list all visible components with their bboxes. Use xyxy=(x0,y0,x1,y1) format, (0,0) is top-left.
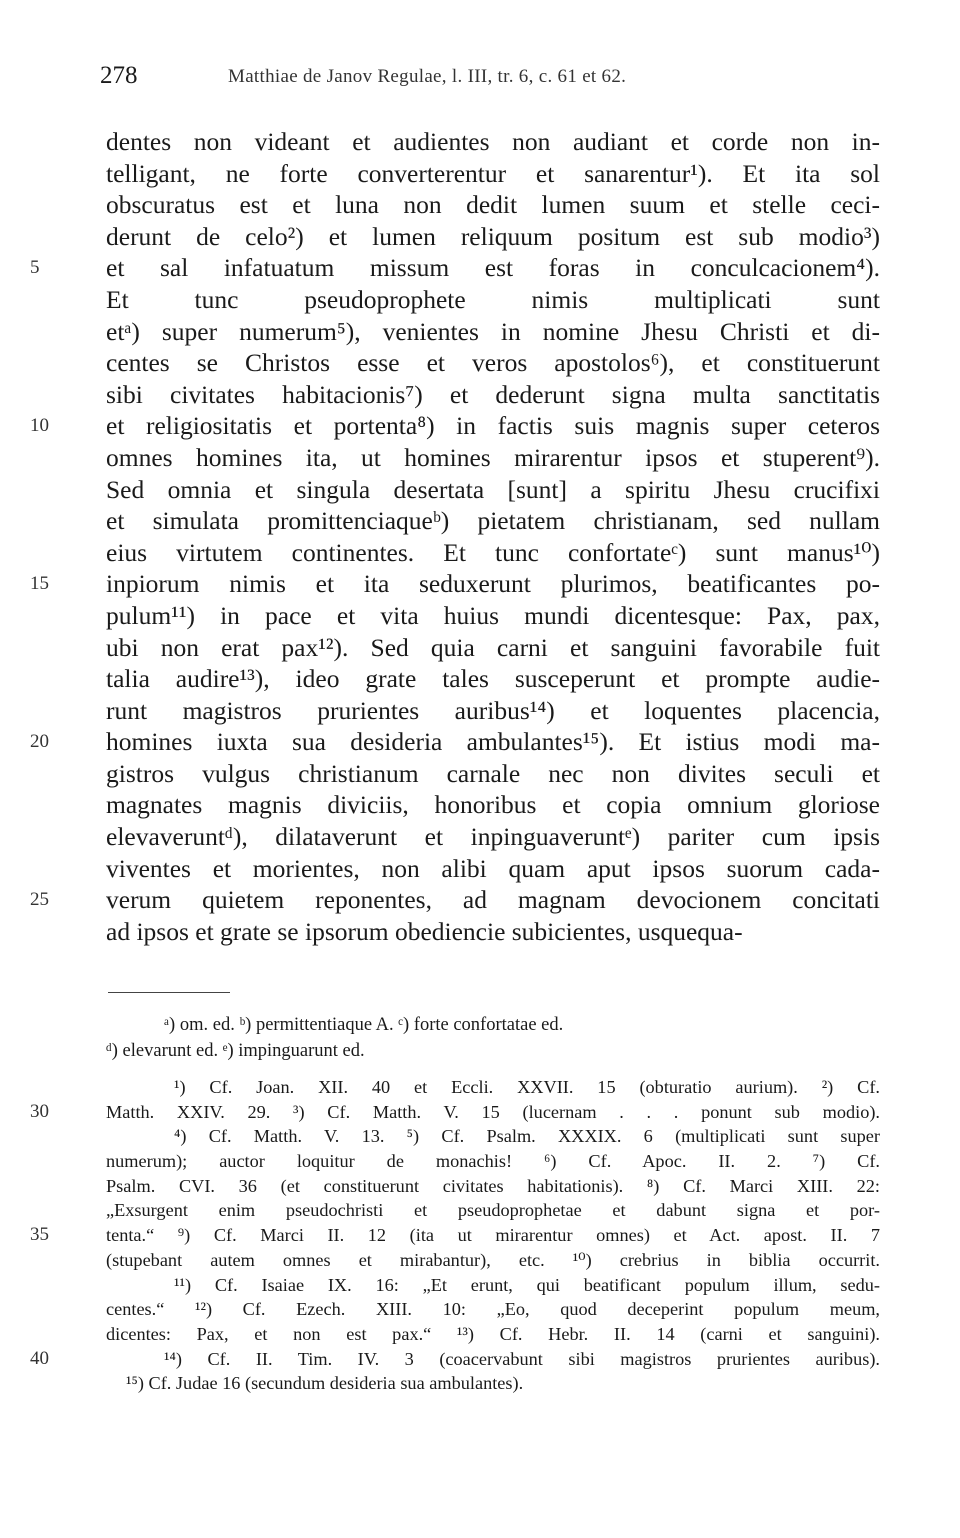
source-notes xyxy=(30,1075,880,1396)
text-line xyxy=(106,442,880,474)
text-line xyxy=(30,884,880,916)
text-line xyxy=(106,789,880,821)
text-line xyxy=(106,663,880,695)
text-line xyxy=(106,316,880,348)
line-text: talia audire¹³), ideo grate tales susceperunt et prompte audie- xyxy=(106,664,880,694)
note-line xyxy=(106,1198,880,1223)
line-text: runt magistros prurientes auribus¹⁴) et loquentes placencia, xyxy=(106,695,880,725)
line-number: 20 xyxy=(30,731,49,753)
note-line xyxy=(106,1248,880,1273)
line-number: 30 xyxy=(30,1100,49,1122)
critical-apparatus xyxy=(106,1012,880,1064)
line-text: „Exsurgent enim pseudochristi et pseudoprophetae et dabunt signa et por- xyxy=(106,1200,880,1221)
line-text: elevaveruntᵈ), dilataverunt et inpinguaveruntᵉ) pariter cum ipsis xyxy=(106,822,880,852)
text-line xyxy=(106,695,880,727)
note-line xyxy=(106,1075,880,1100)
line-text: ubi non erat pax¹²). Sed quia carni et sanguini favorabile fuit xyxy=(106,632,880,662)
note-line xyxy=(106,1371,880,1396)
page-header xyxy=(100,62,900,98)
line-text: Et tunc pseudoprophete nimis multiplicati sunt xyxy=(106,284,880,314)
text-line xyxy=(106,189,880,221)
line-text: ¹) Cf. Joan. XII. 40 et Eccli. XXVII. 15 (obturatio aurium). ²) Cf. xyxy=(174,1077,880,1097)
line-text: et sal infatuatum missum est foras in conculcacionem⁴). xyxy=(106,253,880,283)
main-text-body xyxy=(30,126,880,947)
note-line xyxy=(30,1100,880,1125)
text-line xyxy=(106,347,880,379)
line-text: etᵃ) super numerum⁵), venientes in nomine Jhesu Christi et di- xyxy=(106,316,880,346)
line-text: et simulata promittenciaqueᵇ) pietatem christianam, sed nullam xyxy=(106,506,880,536)
footnote-separator-rule xyxy=(108,992,230,993)
text-line xyxy=(106,758,880,790)
line-number: 5 xyxy=(30,257,40,279)
line-text: derunt de celo²) et lumen reliquum positum est sub modio³) xyxy=(106,221,880,251)
text-line xyxy=(30,410,880,442)
note-line xyxy=(106,1297,880,1322)
line-text: gistros vulgus christianum carnale nec non divites seculi et xyxy=(106,758,880,788)
apparatus-line: ᵃ) om. ed. ᵇ) permittentiaque A. ᶜ) forte confortatae ed. xyxy=(164,1015,564,1035)
text-line xyxy=(106,537,880,569)
line-number: 35 xyxy=(30,1224,49,1246)
line-text: obscuratus est et luna non dedit lumen suum et stelle ceci- xyxy=(106,190,880,220)
text-line xyxy=(30,568,880,600)
line-text: Sed omnia et singula desertata [sunt] a spiritu Jhesu crucifixi xyxy=(106,474,880,504)
text-line xyxy=(106,474,880,506)
note-line xyxy=(106,1124,880,1149)
note-line xyxy=(106,1149,880,1174)
line-text: sibi civitates habitacionis⁷) et dederunt signa multa sanctitatis xyxy=(106,379,880,409)
line-text: inpiorum nimis et ita seduxerunt plurimos, beatificantes po- xyxy=(106,569,880,599)
line-text: numerum); auctor loquitur de monachis! ⁶) Cf. Apoc. II. 2. ⁷) Cf. xyxy=(106,1151,880,1172)
line-text: centes.“ ¹²) Cf. Ezech. XIII. 10: „Eo, quod deceperint populum meum, xyxy=(106,1299,880,1320)
line-text: homines iuxta sua desideria ambulantes¹⁵). Et istius modi ma- xyxy=(106,727,880,757)
line-text: Matth. XXIV. 29. ³) Cf. Matth. V. 15 (lucernam . . . ponunt sub modio). xyxy=(106,1101,880,1122)
line-text: ¹⁵) Cf. Judae 16 (secundum desideria sua ambulantes). xyxy=(126,1373,524,1394)
line-text: centes se Christos esse et veros apostolos⁶), et constituerunt xyxy=(106,348,880,378)
line-text: dentes non videant et audientes non audiant et corde non in- xyxy=(106,127,880,156)
text-line xyxy=(106,853,880,885)
text-line xyxy=(106,821,880,853)
note-line xyxy=(106,1273,880,1298)
text-line xyxy=(30,252,880,284)
line-number: 15 xyxy=(30,573,49,595)
line-number: 40 xyxy=(30,1347,49,1369)
line-text: tenta.“ ⁹) Cf. Marci II. 12 (ita ut mirarentur omnes) et Act. apost. II. 7 xyxy=(106,1225,880,1246)
line-text: ¹¹) Cf. Isaiae IX. 16: „Et erunt, qui beatificant populum illum, sedu- xyxy=(174,1274,880,1295)
text-line xyxy=(106,221,880,253)
line-text: dicentes: Pax, et non est pax.“ ¹³) Cf. Hebr. II. 14 (carni et sanguini). xyxy=(106,1323,880,1344)
line-text: et religiositatis et portenta⁸) in factis suis magnis super ceteros xyxy=(106,411,880,441)
line-text: Psalm. CVI. 36 (et constituerunt civitates habitationis). ⁸) Cf. Marci XIII. 22: xyxy=(106,1175,880,1196)
page-number: 278 xyxy=(100,62,138,89)
text-line xyxy=(106,158,880,190)
text-line xyxy=(106,379,880,411)
text-line xyxy=(106,600,880,632)
line-text: telligant, ne forte converterentur et sanarentur¹). Et ita sol xyxy=(106,158,880,188)
line-text: omnes homines ita, ut homines mirarentur ipsos et stuperent⁹). xyxy=(106,442,880,472)
running-head: Matthiae de Janov Regulae, l. III, tr. 6, c. 61 et 62. xyxy=(228,66,627,87)
line-text: magnates magnis diviciis, honoribus et copia omnium gloriose xyxy=(106,790,880,820)
line-number: 10 xyxy=(30,415,49,437)
text-line xyxy=(106,505,880,537)
note-line xyxy=(30,1347,880,1372)
text-line xyxy=(30,726,880,758)
apparatus-line: ᵈ) elevarunt ed. ᵉ) impinguarunt ed. xyxy=(106,1041,365,1061)
text-line xyxy=(106,916,880,948)
line-text: ¹⁴) Cf. II. Tim. IV. 3 (coacervabunt sibi magistros prurientes auribus). xyxy=(164,1348,880,1369)
note-line xyxy=(106,1174,880,1199)
line-number: 25 xyxy=(30,889,49,911)
text-line xyxy=(106,126,880,158)
note-line xyxy=(30,1223,880,1248)
line-text: viventes et morientes, non alibi quam aput ipsos suorum cada- xyxy=(106,853,880,883)
line-text: verum quietem reponentes, ad magnam devocionem concitati xyxy=(106,885,880,915)
line-text: eius virtutem continentes. Et tunc confortateᶜ) sunt manus¹⁰) xyxy=(106,537,880,567)
line-text: pulum¹¹) in pace et vita huius mundi dicentesque: Pax, pax, xyxy=(106,600,880,630)
note-line xyxy=(106,1322,880,1347)
line-text: ⁴) Cf. Matth. V. 13. ⁵) Cf. Psalm. XXXIX. 6 (multiplicati sunt super xyxy=(174,1126,880,1147)
line-text: (stupebant autem omnes et mirabantur), etc. ¹⁰) crebrius in biblia occurrit. xyxy=(106,1249,880,1270)
line-text: ad ipsos et grate se ipsorum obediencie subicientes, usquequa- xyxy=(106,916,743,946)
text-line xyxy=(106,632,880,664)
text-line xyxy=(106,284,880,316)
